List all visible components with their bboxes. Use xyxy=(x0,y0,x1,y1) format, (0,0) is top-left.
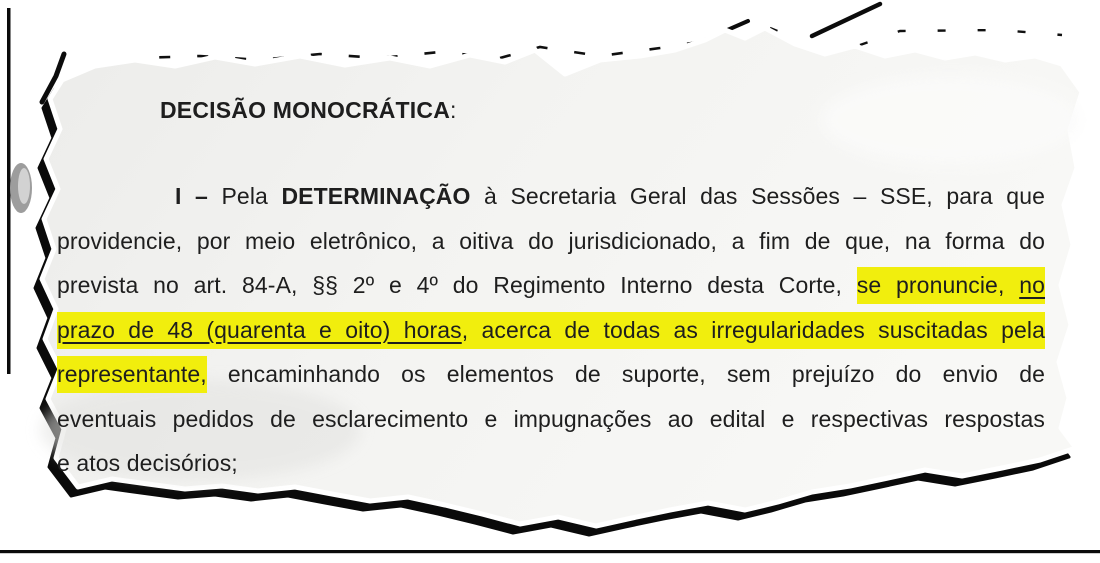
paragraph-line-3 xyxy=(57,263,1045,308)
highlighted-text: prazo de 48 (quarenta e oito) horas xyxy=(57,312,462,349)
decision-heading-colon: : xyxy=(450,97,457,123)
paragraph-line-5 xyxy=(57,352,1045,397)
body-text: e atos decisórios; xyxy=(57,450,238,476)
body-text: encaminhando os elementos de suporte, sem prejuízo do envio de xyxy=(206,361,1045,387)
body-text: prevista no art. 84-A, §§ 2º e 4º do Regimento Interno desta Corte, xyxy=(57,272,857,298)
highlighted-text: , acerca de todas as irregularidades suscitadas pela xyxy=(462,312,1045,349)
paragraph-line-7 xyxy=(57,441,1045,486)
decision-heading-title: DECISÃO MONOCRÁTICA xyxy=(160,97,451,123)
left-scan-line xyxy=(7,8,11,374)
body-text: Pela xyxy=(221,183,282,209)
body-text: providencie, por meio eletrônico, a oitiva do jurisdicionado, a fim de que, na forma do xyxy=(57,227,1045,254)
paragraph-line-2 xyxy=(57,219,1045,264)
body-text: I – xyxy=(175,183,222,209)
paragraph-line-1 xyxy=(57,174,1045,219)
decision-text-block xyxy=(57,96,1045,486)
torn-fragment-peak-right xyxy=(812,4,880,36)
body-text: eventuais pedidos de esclarecimento e impugnações ao edital e respectivas respostas xyxy=(57,405,1045,432)
paper-curl-highlight xyxy=(18,168,30,204)
highlighted-text: no xyxy=(1019,267,1045,304)
highlighted-text: se pronuncie, xyxy=(857,267,1019,304)
body-text: à Secretaria Geral das Sessões – SSE, para que xyxy=(470,183,1045,209)
highlighted-text: representante, xyxy=(57,356,207,393)
paragraph xyxy=(57,174,1045,486)
body-text: DETERMINAÇÃO xyxy=(281,183,471,209)
bottom-scan-line xyxy=(0,550,1100,553)
paragraph-line-4 xyxy=(57,308,1045,353)
decision-heading xyxy=(160,96,1045,124)
paragraph-line-6 xyxy=(57,397,1045,442)
